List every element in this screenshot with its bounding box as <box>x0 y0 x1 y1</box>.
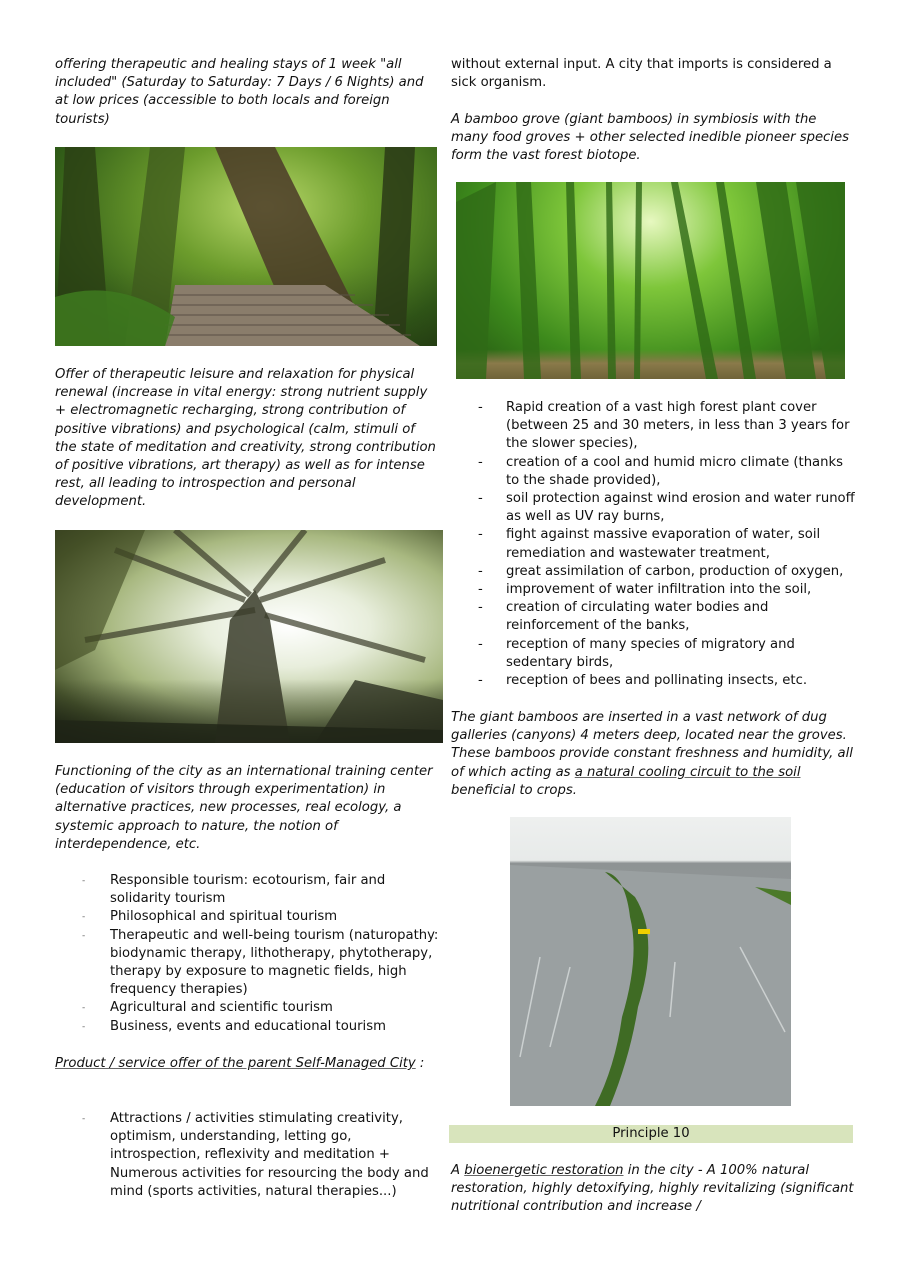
list-item: - Responsible tourism: ecotourism, fair and solidarity tourism <box>82 873 386 907</box>
galleries-paragraph: The giant bamboos are inserted in a vast network of dug galleries (canyons) 4 meters deep, located near the groves. These bamboos provide constant freshness and humidity, all of which acting as a natural cooling circuit to the soil beneficial to crops. <box>451 710 853 798</box>
dash-bullet-icon: - <box>82 876 86 886</box>
dash-bullet-icon: - <box>478 491 483 507</box>
benefits-list <box>478 399 856 690</box>
list-item: - Attractions / activities stimulating creativity, optimism, understanding, letting go, introspection, reflexivity and meditation + Numerous activities for resourcing the body and mind (sports activities, natural therapies...) <box>82 1111 429 1199</box>
list-item: - Philosophical and spiritual tourism <box>110 908 440 926</box>
cooling-circuit-emphasis: a natural cooling circuit to the soil <box>574 764 801 780</box>
list-item: - Therapeutic and well-being tourism (naturopathy: biodynamic therapy, lithotherapy, phytotherapy, therapy by exposure to magnetic fields, high frequency therapies) <box>82 927 439 998</box>
dash-bullet-icon: - <box>478 600 483 616</box>
dash-bullet-icon: - <box>478 400 483 415</box>
intro-paragraph-right <box>451 56 856 92</box>
list-item: - soil protection against wind erosion and water runoff as well as UV ray burns, <box>478 491 855 525</box>
dash-bullet-icon: - <box>478 673 483 689</box>
dash-bullet-icon: - <box>82 912 86 923</box>
bamboo-grove-text: A bamboo grove (giant bamboos) in symbiosis with the many food groves + other selected inedible pioneer species form the vast forest biotope. <box>451 112 849 164</box>
product-list <box>82 1110 440 1201</box>
forest-boardwalk-image <box>55 147 437 346</box>
rock-scene-illustration <box>510 817 791 1106</box>
dash-bullet-icon: - <box>478 582 483 598</box>
dash-bullet-icon: - <box>478 527 483 543</box>
restoration-paragraph: A bioenergetic restoration in the city - A 100% natural restoration, highly detoxifying, highly revitalizing (significant nutritional contribution and increase / <box>451 1163 854 1215</box>
bamboo-paragraph <box>451 111 856 166</box>
misty-tree-image <box>55 530 443 743</box>
leisure-text: Offer of therapeutic leisure and relaxation for physical renewal (increase in vital energy: strong nutrient supply + electromagnetic recharging, strong contribution of positive vibrations) and psychological (calm, stimuli of the state of meditation and creativity, strong contribution of positive vibrations, art therapy) as well as for intense rest, all leading to introspection and personal development. <box>55 367 436 510</box>
list-item: - fight against massive evaporation of water, soil remediation and wastewater treatment, <box>478 527 821 561</box>
training-center-text: Functioning of the city as an international training center (education of visitors through experimentation) in alternative practices, new processes, real ecology, a systemic approach to nature, the notion of interdependence, etc. <box>55 764 433 852</box>
bamboo-forest-image <box>456 182 845 379</box>
dash-bullet-icon: - <box>82 930 86 941</box>
list-item: - great assimilation of carbon, production of oxygen, <box>506 563 856 581</box>
dash-bullet-icon: - <box>478 563 483 579</box>
dash-bullet-icon: - <box>478 636 483 652</box>
leisure-paragraph <box>55 366 440 512</box>
principle-label: Principle 10 <box>612 1126 690 1141</box>
product-heading-text: Product / service offer of the parent Self-Managed City <box>55 1056 416 1071</box>
list-item: - creation of circulating water bodies and reinforcement of the banks, <box>478 600 769 634</box>
list-item: - reception of many species of migratory and sedentary birds, <box>478 636 795 670</box>
rock-crevice-image <box>510 817 791 1106</box>
bioenergetic-restoration-emphasis: bioenergetic restoration <box>464 1163 624 1178</box>
dash-bullet-icon: - <box>478 454 483 470</box>
intro-paragraph-left <box>55 56 440 129</box>
list-item: - Rapid creation of a vast high forest plant cover (between 25 and 30 meters, in less than 3 years for the slower species), <box>478 400 850 452</box>
dash-bullet-icon: - <box>82 1021 86 1032</box>
tree-scene-illustration <box>55 530 443 743</box>
product-heading: Product / service offer of the parent Self-Managed City : <box>55 1056 425 1071</box>
list-item: - Business, events and educational tourism <box>110 1018 440 1036</box>
list-item: - reception of bees and pollinating insects, etc. <box>506 672 856 690</box>
tourism-list <box>82 872 440 1036</box>
list-item: - Agricultural and scientific tourism <box>110 999 440 1017</box>
training-paragraph <box>55 763 440 854</box>
forest-scene-illustration <box>55 147 437 346</box>
imports-text: without external input. A city that imports is considered a sick organism. <box>451 57 832 91</box>
principle-banner <box>449 1125 853 1143</box>
stay-offer-text: offering therapeutic and healing stays of 1 week "all included" (Saturday to Saturday: 7 Days / 6 Nights) and at low prices (accessible to both locals and foreign tourists) <box>55 57 424 127</box>
list-item: - improvement of water infiltration into the soil, <box>506 581 856 599</box>
dash-bullet-icon: - <box>82 1114 86 1124</box>
dash-bullet-icon: - <box>82 1003 86 1014</box>
list-item: - creation of a cool and humid micro climate (thanks to the shade provided), <box>478 454 843 488</box>
bamboo-scene-illustration <box>456 182 845 379</box>
